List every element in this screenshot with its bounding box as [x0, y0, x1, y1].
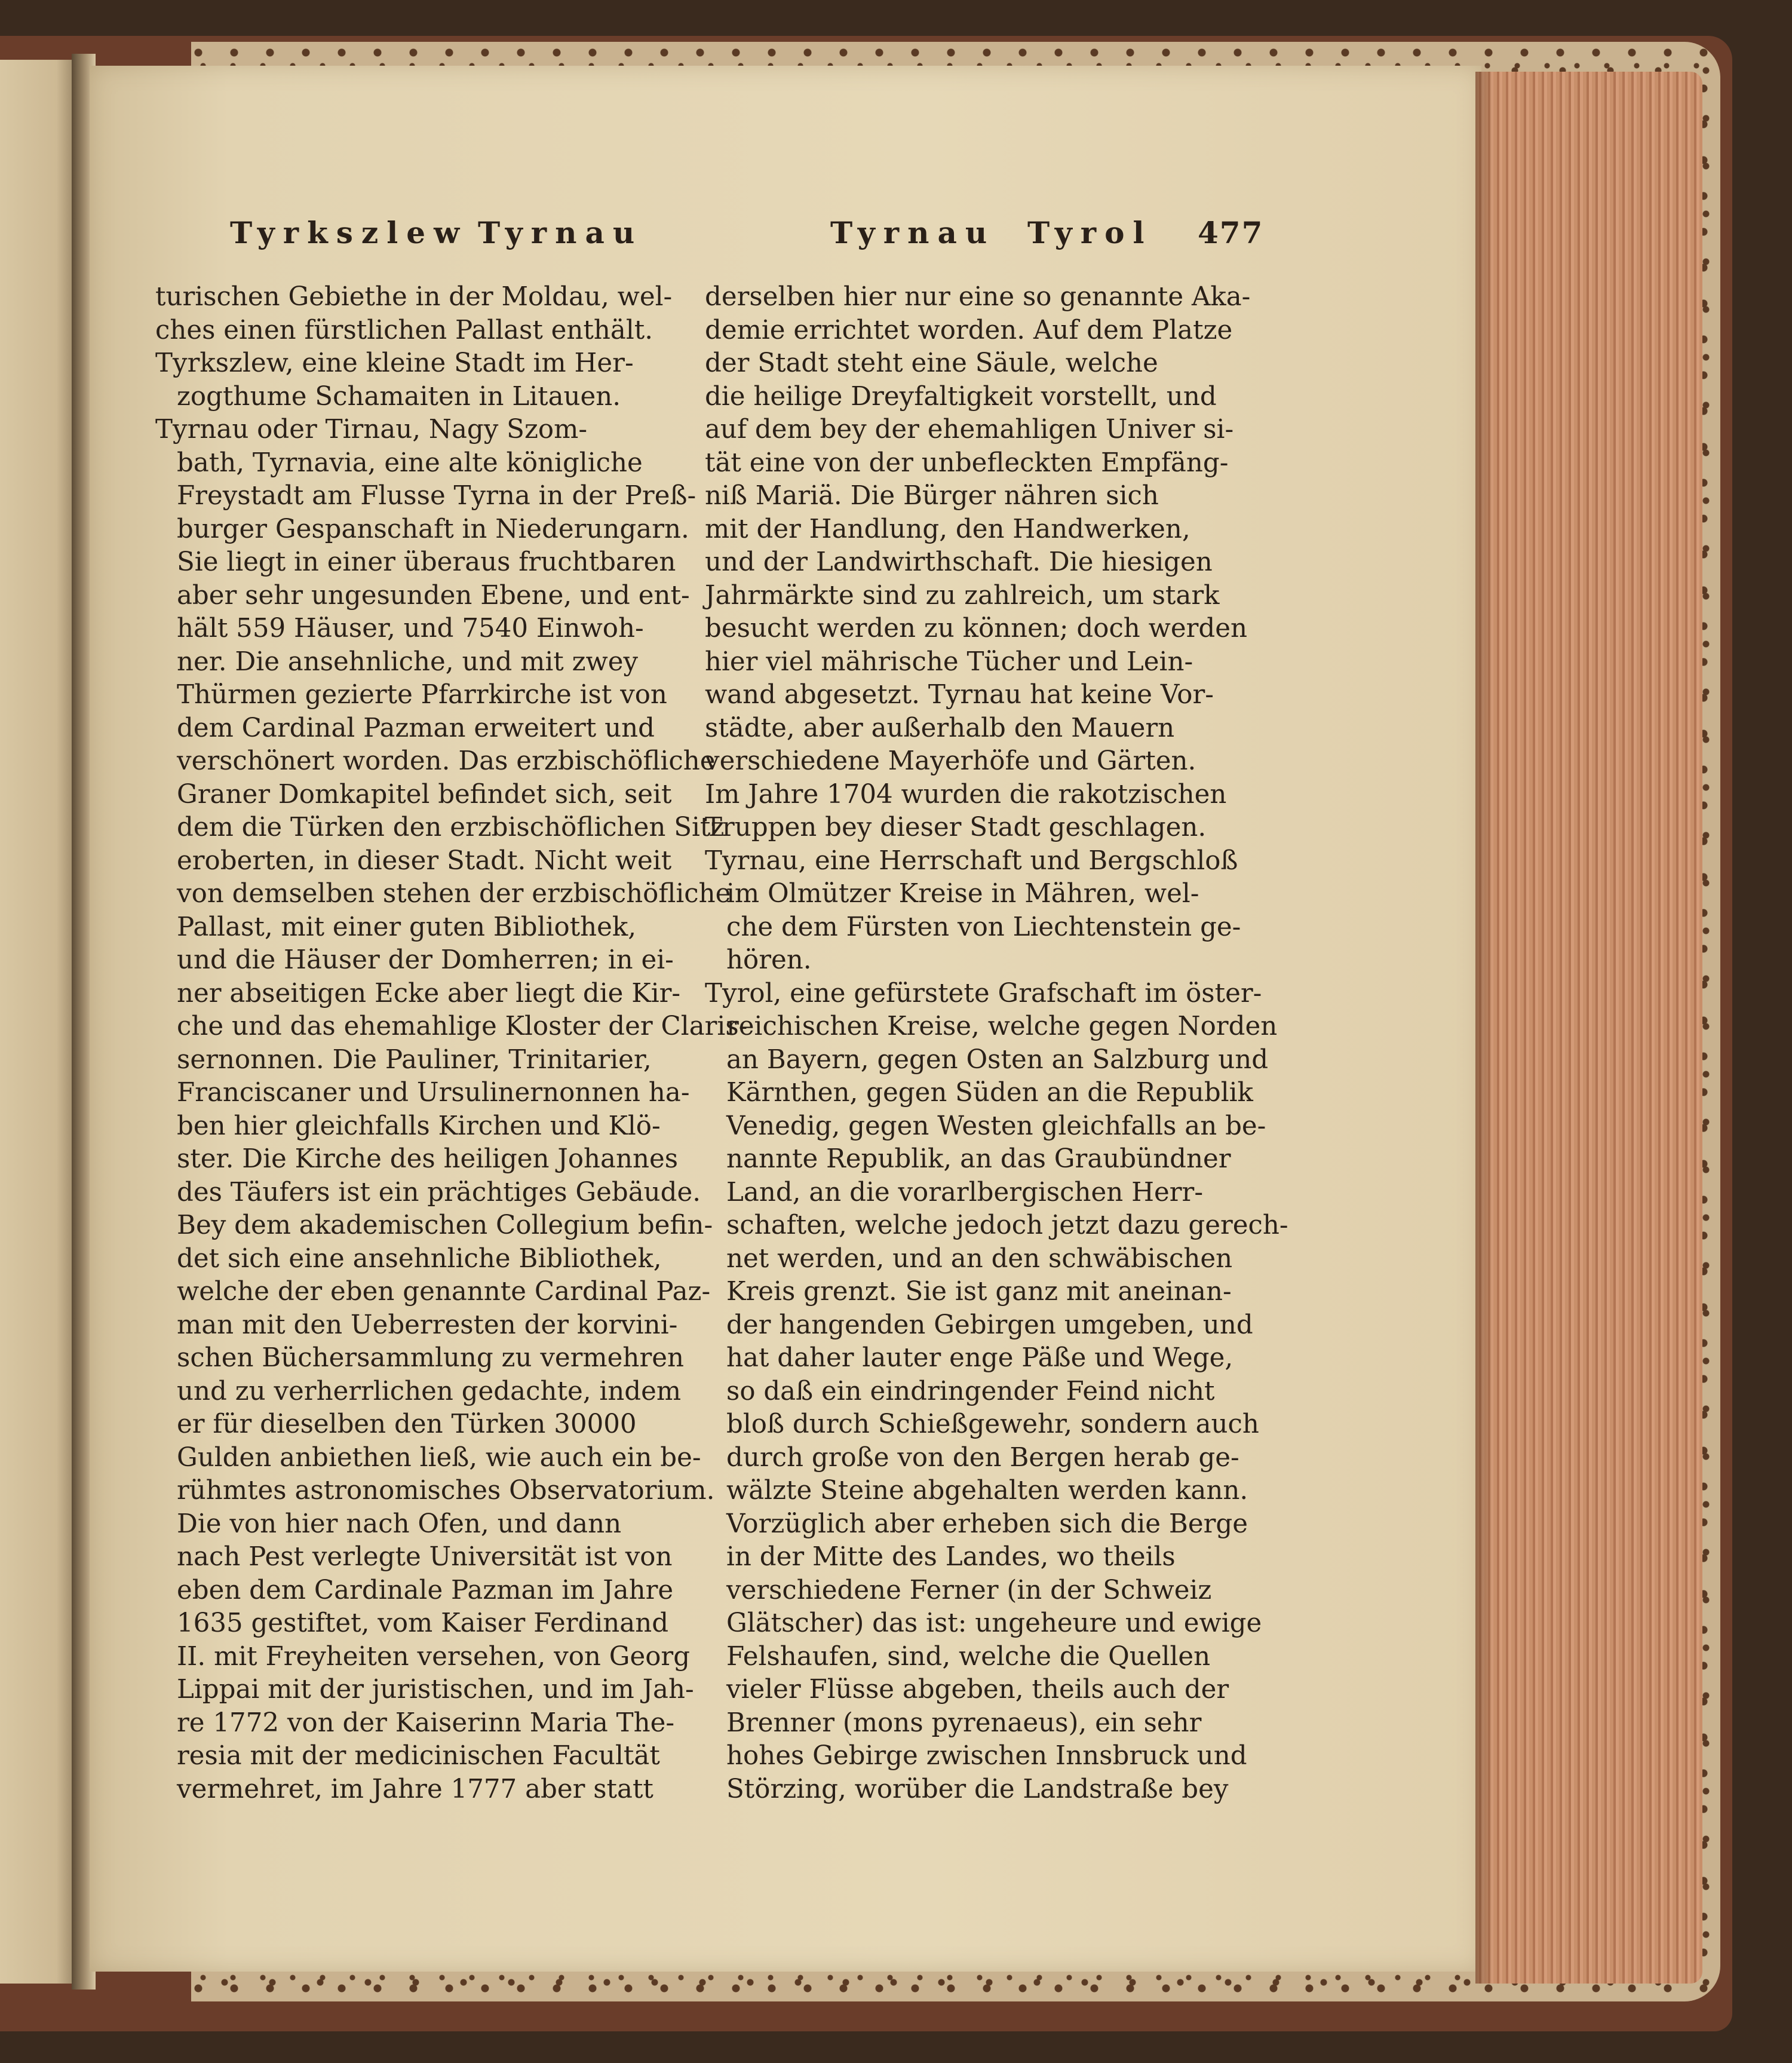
text-line: Lippai mit der juristischen, und im Jah- [177, 1675, 694, 1705]
text-line: dem Cardinal Pazman erweitert und [177, 713, 655, 743]
text-line: II. mit Freyheiten versehen, von Georg [177, 1641, 691, 1672]
text-line: Pallast, mit einer guten Bibliothek, [177, 912, 637, 942]
text-line: im Olmützer Kreise in Mähren, wel- [726, 879, 1199, 909]
text-line: wand abgesetzt. Tyrnau hat keine Vor- [705, 680, 1214, 710]
text-line: Sie liegt in einer überaus fruchtbaren [177, 547, 676, 577]
text-line: des Täufers ist ein prächtiges Gebäude. [177, 1177, 701, 1207]
header-left-entry-end: Tyrnau [478, 215, 643, 250]
text-line: man mit den Ueberresten der korvini- [177, 1310, 678, 1340]
text-line: net werden, und an den schwäbischen [726, 1243, 1233, 1274]
text-line: burger Gespanschaft in Niederungarn. [177, 514, 689, 544]
text-line: hören. [726, 945, 812, 975]
text-line: Kärnthen, gegen Süden an die Republik [726, 1078, 1253, 1108]
text-line: turischen Gebiethe in der Moldau, wel- [155, 282, 673, 312]
text-line: Brenner (mons pyrenaeus), ein sehr [726, 1708, 1202, 1738]
text-line: hohes Gebirge zwischen Innsbruck und [726, 1741, 1247, 1771]
text-line: durch große von den Bergen herab ge- [726, 1442, 1239, 1473]
text-line: niß Mariä. Die Bürger nähren sich [705, 481, 1159, 511]
text-line: an Bayern, gegen Osten an Salzburg und [726, 1044, 1269, 1075]
text-line: schaften, welche jedoch jetzt dazu gerech- [726, 1210, 1288, 1240]
text-line: Jahrmärkte sind zu zahlreich, um stark [705, 580, 1220, 611]
text-line: ner abseitigen Ecke aber liegt die Kir- [177, 978, 681, 1008]
text-line: ches einen fürstlichen Pallast enthält. [155, 315, 653, 345]
header-right-entry-end: Tyrol [1027, 215, 1153, 250]
text-line: städte, aber außerhalb den Mauern [705, 713, 1175, 743]
running-header [0, 215, 1792, 263]
text-line: vieler Flüsse abgeben, theils auch der [726, 1675, 1229, 1705]
page-fore-edge [1475, 72, 1702, 1984]
text-line: Land, an die vorarlbergischen Herr- [726, 1177, 1204, 1207]
text-line: eben dem Cardinale Pazman im Jahre [177, 1575, 674, 1605]
text-line: und die Häuser der Domherren; in ei- [177, 945, 674, 975]
text-line: in der Mitte des Landes, wo theils [726, 1542, 1176, 1572]
text-line: Tyrnau, eine Herrschaft und Bergschloß [705, 845, 1238, 876]
text-line: derselben hier nur eine so genannte Aka- [705, 282, 1251, 312]
text-line: eroberten, in dieser Stadt. Nicht weit [177, 845, 672, 876]
text-line: tät eine von der unbefleckten Empfäng- [705, 447, 1229, 478]
text-line: re 1772 von der Kaiserinn Maria The- [177, 1708, 675, 1738]
text-line: Truppen bey dieser Stadt geschlagen. [705, 813, 1207, 842]
text-line: vermehret, im Jahre 1777 aber statt [177, 1774, 653, 1804]
text-line: verschiedene Ferner (in der Schweiz [726, 1575, 1212, 1605]
text-line: Kreis grenzt. Sie ist ganz mit aneinan- [726, 1277, 1232, 1307]
text-line: dem die Türken den erzbischöflichen Sitz [177, 813, 725, 842]
text-line: hat daher lauter enge Päße und Wege, [726, 1343, 1233, 1373]
text-line: bath, Tyrnavia, eine alte königliche [177, 447, 643, 478]
text-line: ner. Die ansehnliche, und mit zwey [177, 646, 639, 677]
header-right-entry-start: Tyrnau [830, 215, 996, 250]
text-line: von demselben stehen der erzbischöfliche [177, 879, 731, 909]
text-line: 1635 gestiftet, vom Kaiser Ferdinand [177, 1608, 669, 1638]
text-line: nach Pest verlegte Universität ist von [177, 1542, 673, 1572]
text-line: aber sehr ungesunden Ebene, und ent- [177, 580, 690, 611]
text-line: Thürmen gezierte Pfarrkirche ist von [177, 680, 667, 710]
text-line: auf dem bey der ehemahligen Univer si- [705, 415, 1234, 445]
text-line: ster. Die Kirche des heiligen Johannes [177, 1144, 679, 1174]
text-line: Tyrol, eine gefürstete Grafschaft im öster- [705, 978, 1262, 1008]
page-number: 477 [1198, 215, 1264, 250]
text-line: Tyrnau oder Tirnau, Nagy Szom- [155, 415, 588, 445]
text-line: Gulden anbiethen ließ, wie auch ein be- [177, 1442, 701, 1473]
text-line: nannte Republik, an das Graubündner [726, 1144, 1231, 1174]
text-line: besucht werden zu können; doch werden [705, 614, 1248, 643]
text-line: demie errichtet worden. Auf dem Platze [705, 315, 1233, 345]
text-line: Tyrkszlew, eine kleine Stadt im Her- [155, 348, 634, 378]
text-line: verschiedene Mayerhöfe und Gärten. [705, 746, 1196, 776]
text-line: wälzte Steine abgehalten werden kann. [726, 1476, 1248, 1506]
text-line: det sich eine ansehnliche Bibliothek, [177, 1243, 662, 1274]
text-line: reichischen Kreise, welche gegen Norden [726, 1011, 1278, 1041]
text-line: bloß durch Schießgewehr, sondern auch [726, 1409, 1259, 1439]
text-line: che und das ehemahlige Kloster der Claris- [177, 1011, 748, 1041]
text-line: mit der Handlung, den Handwerken, [705, 514, 1190, 544]
text-line: die heilige Dreyfaltigkeit vorstellt, und [705, 381, 1217, 412]
text-line: so daß ein eindringender Feind nicht [726, 1376, 1215, 1406]
text-line: und der Landwirthschaft. Die hiesigen [705, 547, 1213, 577]
text-line: ben hier gleichfalls Kirchen und Klö- [177, 1111, 661, 1141]
text-line: Venedig, gegen Westen gleichfalls an be- [726, 1111, 1266, 1141]
text-line: rühmtes astronomisches Observatorium. [177, 1476, 715, 1506]
text-line: der Stadt steht eine Säule, welche [705, 348, 1158, 378]
fore-edge-shadow [1475, 72, 1493, 1984]
text-line: hält 559 Häuser, und 7540 Einwoh- [177, 614, 644, 643]
text-line: sernonnen. Die Pauliner, Trinitarier, [177, 1044, 652, 1075]
text-line: hier viel mährische Tücher und Lein- [705, 646, 1193, 677]
previous-page-edge [0, 60, 81, 1984]
text-line: der hangenden Gebirgen umgeben, und [726, 1310, 1253, 1340]
text-line: schen Büchersammlung zu vermehren [177, 1343, 684, 1373]
text-line: welche der eben genannte Cardinal Paz- [177, 1277, 711, 1307]
text-line: Freystadt am Flusse Tyrna in der Preß- [177, 481, 696, 511]
text-line: und zu verherrlichen gedachte, indem [177, 1376, 682, 1406]
text-line: resia mit der medicinischen Facultät [177, 1741, 660, 1771]
text-line: zogthume Schamaiten in Litauen. [177, 381, 621, 412]
text-line: Glätscher) das ist: ungeheure und ewige [726, 1608, 1262, 1638]
text-line: Graner Domkapitel befindet sich, seit [177, 779, 672, 810]
text-line: Franciscaner und Ursulinernonnen ha- [177, 1078, 690, 1108]
text-line: Vorzüglich aber erheben sich die Berge [726, 1509, 1248, 1539]
text-line: che dem Fürsten von Liechtenstein ge- [726, 912, 1241, 942]
right-text-column [705, 281, 1288, 1806]
text-line: Die von hier nach Ofen, und dann [177, 1509, 622, 1539]
text-line: er für dieselben den Türken 30000 [177, 1409, 637, 1439]
text-line: Felshaufen, sind, welche die Quellen [726, 1641, 1211, 1672]
text-line: Störzing, worüber die Landstraße bey [726, 1774, 1229, 1804]
header-left-entry-start: Tyrkszlew [230, 215, 468, 250]
left-text-column [155, 281, 748, 1806]
text-line: Bey dem akademischen Collegium befin- [177, 1210, 713, 1240]
text-line: Im Jahre 1704 wurden die rakotzischen [705, 779, 1227, 810]
text-line: verschönert worden. Das erzbischöfliche [177, 746, 716, 776]
